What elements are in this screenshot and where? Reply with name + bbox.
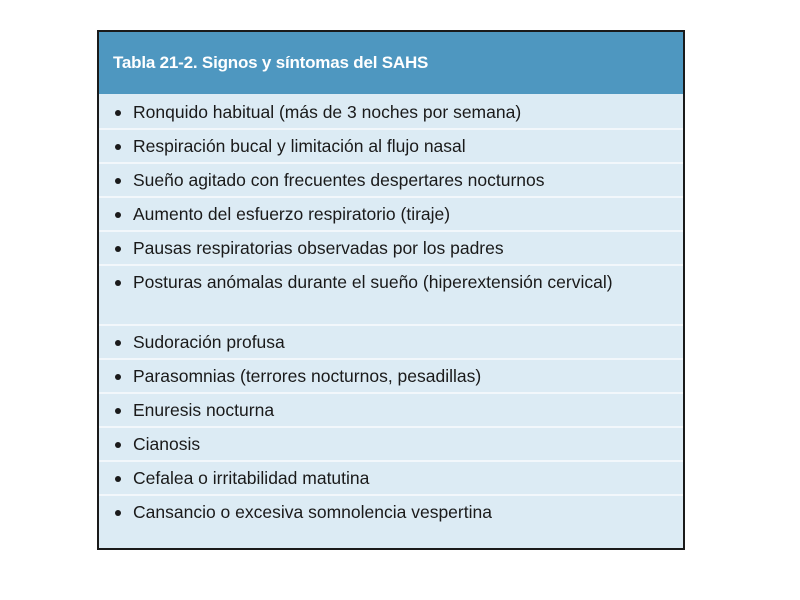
list-item-text: Cansancio o excesiva somnolencia vespertina: [133, 502, 492, 522]
list-item-text: Parasomnias (terrores nocturnos, pesadillas): [133, 366, 482, 386]
list-item: [99, 198, 683, 232]
symptoms-table: [97, 30, 685, 550]
bullet-icon: [115, 280, 121, 286]
list-item-text: Cefalea o irritabilidad matutina: [133, 468, 370, 488]
bullet-icon: [115, 340, 121, 346]
list-item-text: Sueño agitado con frecuentes despertares nocturnos: [133, 170, 545, 190]
table-body: [99, 94, 683, 530]
list-item-text: Ronquido habitual (más de 3 noches por semana): [133, 102, 522, 122]
bullet-icon: [115, 374, 121, 380]
list-item-text: Cianosis: [133, 434, 201, 454]
bullet-icon: [115, 476, 121, 482]
list-item-text: Pausas respiratorias observadas por los padres: [133, 238, 504, 258]
table-title: Tabla 21-2. Signos y síntomas del SAHS: [113, 53, 429, 72]
list-item: [99, 130, 683, 164]
bullet-icon: [115, 178, 121, 184]
list-item-text: Aumento del esfuerzo respiratorio (tiraje): [133, 204, 451, 224]
list-item: [99, 266, 683, 326]
table-header: [99, 32, 683, 94]
list-item: [99, 164, 683, 198]
list-item: [99, 326, 683, 360]
list-item: [99, 394, 683, 428]
bullet-icon: [115, 408, 121, 414]
bullet-icon: [115, 212, 121, 218]
list-item-text: Posturas anómalas durante el sueño (hiperextensión cervical): [133, 272, 613, 292]
list-item-text: Respiración bucal y limitación al flujo nasal: [133, 136, 466, 156]
list-item-text: Sudoración profusa: [133, 332, 285, 352]
list-item: [99, 428, 683, 462]
list-item: [99, 496, 683, 530]
list-item: [99, 232, 683, 266]
bullet-icon: [115, 442, 121, 448]
bullet-icon: [115, 110, 121, 116]
list-item: [99, 360, 683, 394]
list-item: [99, 96, 683, 130]
bullet-icon: [115, 246, 121, 252]
bullet-icon: [115, 144, 121, 150]
bullet-icon: [115, 510, 121, 516]
list-item: [99, 462, 683, 496]
list-item-text: Enuresis nocturna: [133, 400, 275, 420]
